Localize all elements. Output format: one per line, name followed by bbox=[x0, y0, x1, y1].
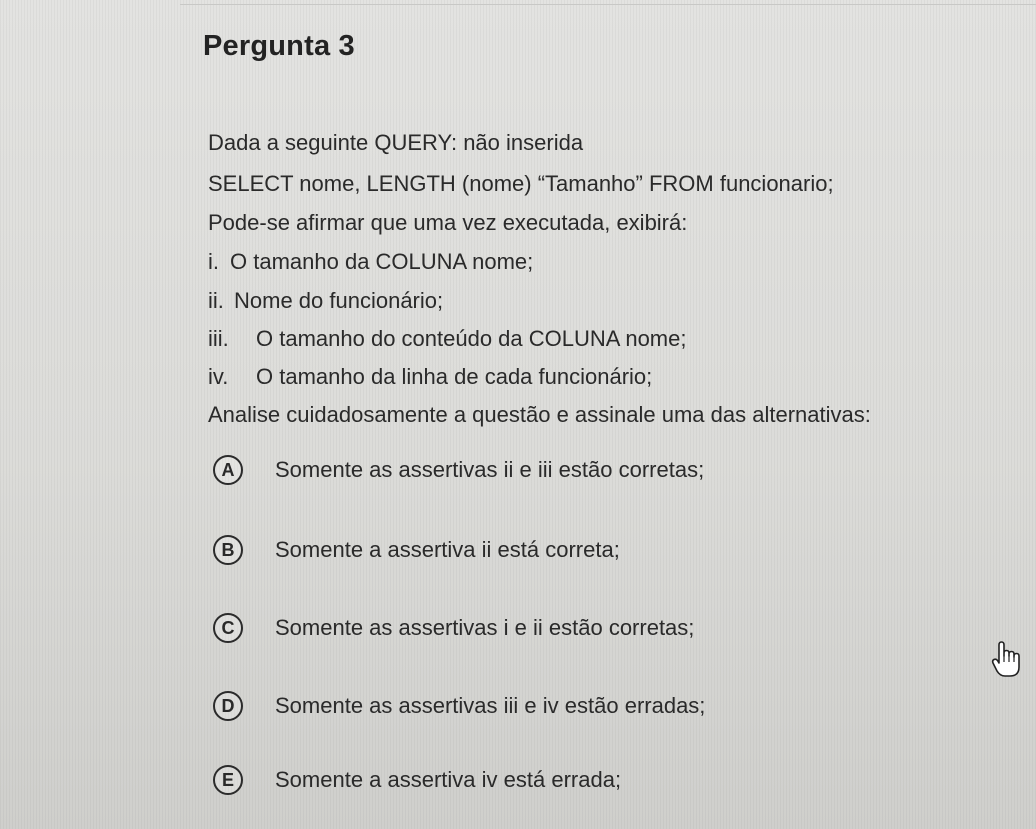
assertion-text: Nome do funcionário; bbox=[234, 288, 444, 313]
assertion-text: O tamanho da COLUNA nome; bbox=[230, 249, 534, 274]
option-e[interactable] bbox=[213, 760, 621, 800]
option-text: Somente as assertivas ii e iii estão corretas; bbox=[275, 457, 705, 482]
statement-line-1: Dada a seguinte QUERY: não inserida bbox=[208, 130, 584, 155]
option-text: Somente as assertivas iii e iv estão erradas; bbox=[275, 693, 706, 718]
option-letter-badge: D bbox=[213, 691, 243, 721]
assertion-i bbox=[208, 251, 533, 273]
question-title: Pergunta 3 bbox=[203, 30, 355, 62]
instruction-text: Analise cuidadosamente a questão e assinale uma das alternativas: bbox=[208, 402, 871, 427]
assertion-iv bbox=[208, 366, 652, 388]
assertion-iii bbox=[208, 328, 686, 350]
statement-line-2: SELECT nome, LENGTH (nome) “Tamanho” FROM funcionario; bbox=[208, 171, 834, 196]
assertion-ii bbox=[208, 290, 443, 312]
option-text: Somente as assertivas i e ii estão corretas; bbox=[275, 615, 695, 640]
option-c[interactable] bbox=[213, 608, 694, 648]
assertion-number: iii. bbox=[208, 326, 229, 351]
option-a[interactable] bbox=[213, 450, 704, 490]
option-d[interactable] bbox=[213, 686, 705, 726]
hand-pointer-icon bbox=[990, 640, 1024, 680]
assertion-number: i. bbox=[208, 249, 219, 274]
statement-line-3: Pode-se afirmar que uma vez executada, exibirá: bbox=[208, 210, 688, 235]
assertion-text: O tamanho do conteúdo da COLUNA nome; bbox=[256, 326, 687, 351]
option-text: Somente a assertiva ii está correta; bbox=[275, 537, 620, 562]
option-b[interactable] bbox=[213, 530, 620, 570]
assertion-number: iv. bbox=[208, 364, 229, 389]
option-letter-badge: E bbox=[213, 765, 243, 795]
option-letter-badge: C bbox=[213, 613, 243, 643]
assertion-text: O tamanho da linha de cada funcionário; bbox=[256, 364, 653, 389]
option-letter-badge: B bbox=[213, 535, 243, 565]
top-divider bbox=[180, 4, 1036, 5]
option-letter-badge: A bbox=[213, 455, 243, 485]
option-text: Somente a assertiva iv está errada; bbox=[275, 767, 622, 792]
assertion-number: ii. bbox=[208, 288, 224, 313]
